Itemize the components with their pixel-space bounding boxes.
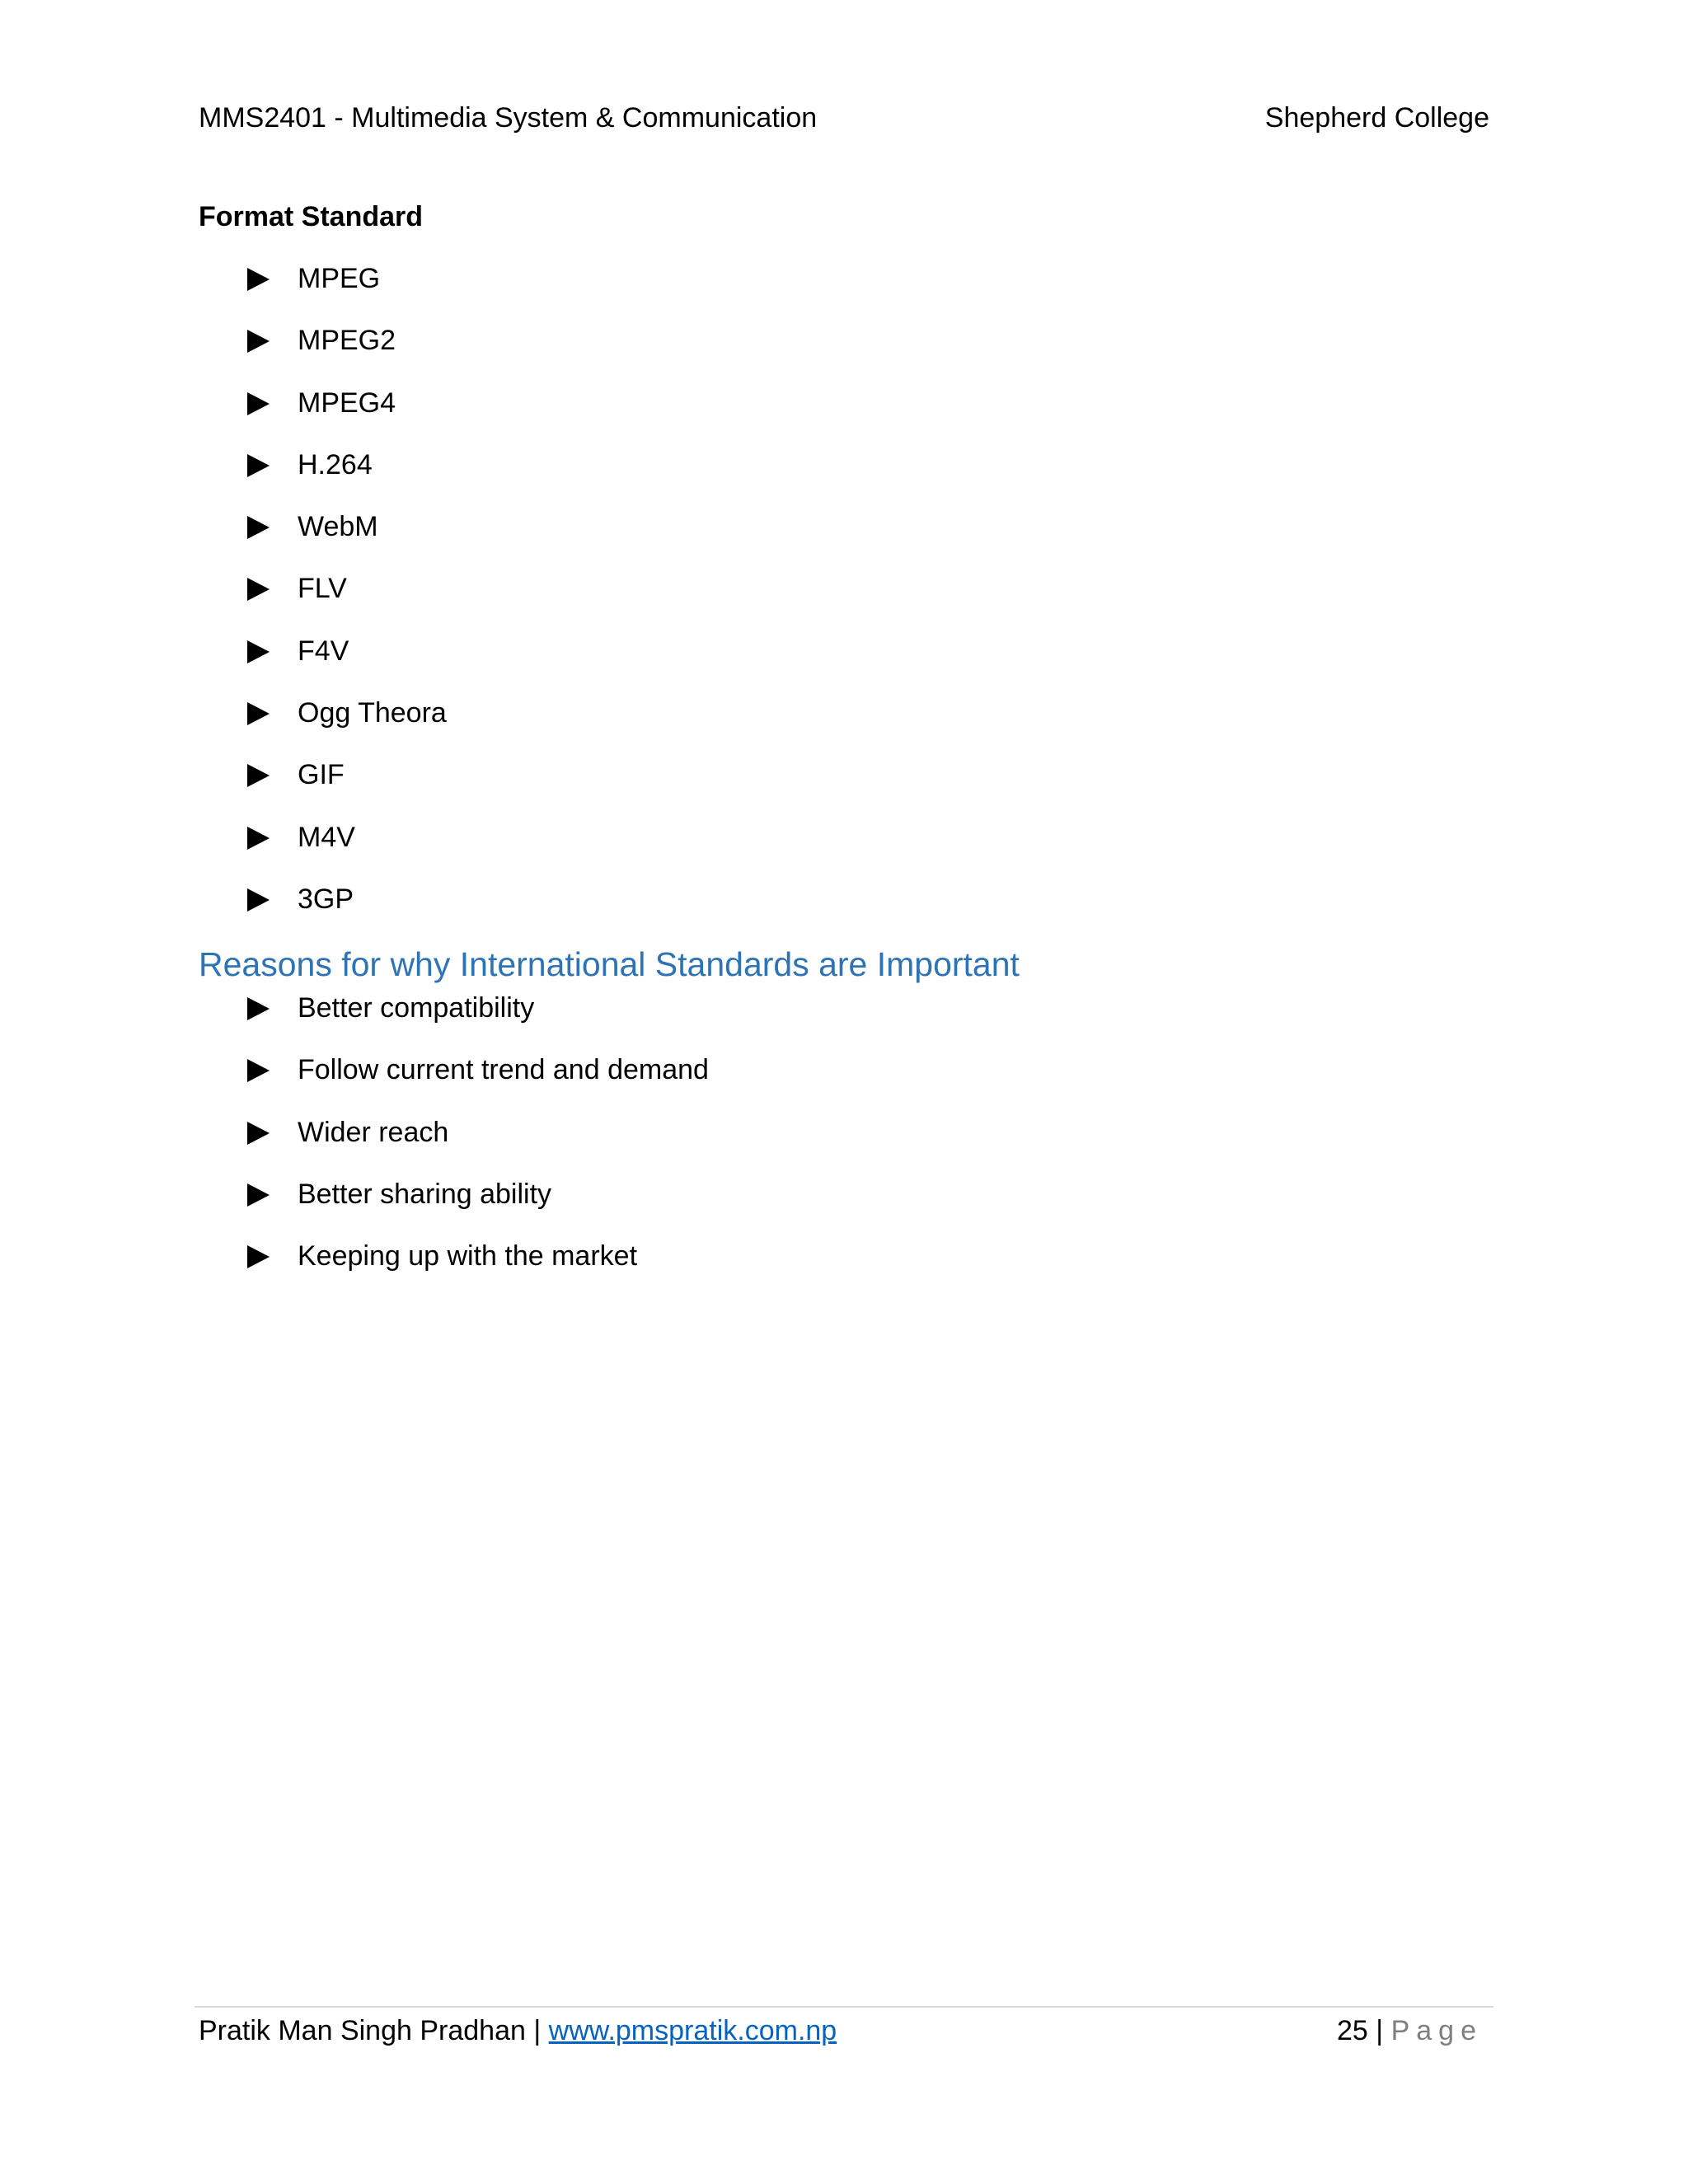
page-footer bbox=[199, 2008, 1489, 2053]
list-item-label: Better sharing ability bbox=[298, 1178, 552, 1210]
arrow-bullet-icon bbox=[247, 827, 270, 850]
arrow-bullet-icon bbox=[247, 1245, 270, 1268]
arrow-bullet-icon bbox=[247, 330, 270, 353]
arrow-bullet-icon bbox=[247, 1059, 270, 1082]
list-item-label: Wider reach bbox=[298, 1116, 449, 1148]
arrow-bullet-icon bbox=[247, 764, 270, 787]
footer-website-link[interactable]: www.pmspratik.com.np bbox=[548, 2015, 837, 2046]
arrow-bullet-icon bbox=[247, 578, 270, 601]
arrow-bullet-icon bbox=[247, 640, 270, 663]
page-number: 25 bbox=[1337, 2015, 1368, 2046]
list-item-label: MPEG2 bbox=[298, 325, 396, 357]
arrow-bullet-icon bbox=[247, 516, 270, 539]
format-standard-heading: Format Standard bbox=[199, 201, 424, 232]
arrow-bullet-icon bbox=[247, 268, 270, 291]
list-item-label: M4V bbox=[298, 821, 355, 853]
list-item-label: GIF bbox=[298, 759, 345, 791]
arrow-bullet-icon bbox=[247, 1122, 270, 1145]
footer-author: Pratik Man Singh Pradhan bbox=[199, 2015, 526, 2046]
footer-credit bbox=[199, 2008, 837, 2053]
list-item-label: WebM bbox=[298, 511, 378, 543]
list-item-label: MPEG4 bbox=[298, 387, 396, 419]
arrow-bullet-icon bbox=[247, 454, 270, 477]
arrow-bullet-icon bbox=[247, 702, 270, 725]
page-number-block bbox=[1337, 2008, 1483, 2053]
list-item-label: FLV bbox=[298, 573, 347, 605]
list-item-label: Follow current trend and demand bbox=[298, 1054, 709, 1086]
header-course-title: MMS2401 - Multimedia System & Communication bbox=[199, 102, 818, 134]
footer-separator: | bbox=[533, 2015, 542, 2046]
list-item-label: Keeping up with the market bbox=[298, 1240, 638, 1272]
page-header bbox=[199, 97, 1489, 138]
list-item-label: Better compatibility bbox=[298, 992, 535, 1024]
arrow-bullet-icon bbox=[247, 392, 270, 415]
list-item-label: F4V bbox=[298, 635, 349, 667]
list-item-label: 3GP bbox=[298, 883, 354, 915]
list-item-label: H.264 bbox=[298, 448, 373, 480]
header-college: Shepherd College bbox=[1264, 102, 1489, 134]
page-word: Page bbox=[1390, 2015, 1483, 2046]
footer-divider bbox=[195, 2006, 1493, 2008]
arrow-bullet-icon bbox=[247, 888, 270, 912]
arrow-bullet-icon bbox=[247, 1183, 270, 1207]
arrow-bullet-icon bbox=[247, 997, 270, 1020]
list-item-label: Ogg Theora bbox=[298, 697, 447, 729]
list-item-label: MPEG bbox=[298, 263, 381, 294]
reasons-heading: Reasons for why International Standards are Important bbox=[199, 945, 1020, 983]
page-number-separator: | bbox=[1376, 2015, 1384, 2046]
